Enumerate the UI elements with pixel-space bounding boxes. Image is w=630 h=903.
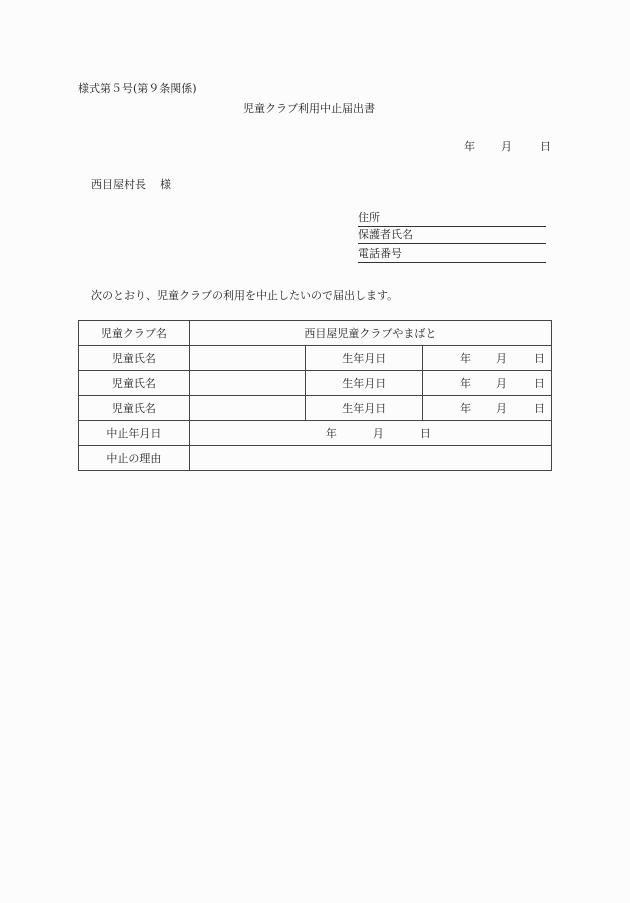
child-name-label: 児童氏名 bbox=[79, 346, 190, 371]
table-row-child bbox=[79, 396, 552, 421]
month-label: 月 bbox=[372, 427, 384, 440]
day-label: 日 bbox=[534, 402, 545, 415]
table-row-stop-date bbox=[79, 421, 552, 446]
guardian-name-field[interactable] bbox=[358, 228, 546, 244]
birthdate-label: 生年月日 bbox=[306, 371, 423, 396]
year-label: 年 bbox=[460, 352, 471, 365]
date-day-label: 日 bbox=[540, 140, 551, 153]
table-row-child bbox=[79, 346, 552, 371]
table-row-reason bbox=[79, 446, 552, 471]
address-field[interactable] bbox=[358, 211, 546, 227]
reason-input[interactable] bbox=[189, 446, 551, 471]
guardian-name-label: 保護者氏名 bbox=[358, 228, 413, 241]
statement-text: 次のとおり、児童クラブの利用を中止したいので届出します。 bbox=[91, 289, 399, 302]
stop-date-input[interactable] bbox=[189, 421, 551, 446]
child-name-label: 児童氏名 bbox=[79, 371, 190, 396]
child-name-input[interactable] bbox=[189, 371, 306, 396]
address-label: 住所 bbox=[358, 211, 380, 224]
date-month-label: 月 bbox=[501, 140, 512, 153]
birthdate-label: 生年月日 bbox=[306, 396, 423, 421]
application-table bbox=[78, 320, 552, 471]
reason-label: 中止の理由 bbox=[79, 446, 190, 471]
year-label: 年 bbox=[325, 427, 337, 440]
birthdate-label: 生年月日 bbox=[306, 346, 423, 371]
year-label: 年 bbox=[460, 402, 471, 415]
document-title: 児童クラブ利用中止届出書 bbox=[243, 102, 375, 115]
month-label: 月 bbox=[496, 402, 507, 415]
birthdate-input[interactable] bbox=[423, 346, 552, 371]
stop-date-label: 中止年月日 bbox=[79, 421, 190, 446]
birthdate-input[interactable] bbox=[423, 396, 552, 421]
club-name-label: 児童クラブ名 bbox=[79, 321, 190, 346]
child-name-input[interactable] bbox=[189, 346, 306, 371]
year-label: 年 bbox=[460, 377, 471, 390]
day-label: 日 bbox=[534, 352, 545, 365]
day-label: 日 bbox=[534, 377, 545, 390]
club-name-value[interactable]: 西目屋児童クラブやまばと bbox=[189, 321, 551, 346]
date-year-label: 年 bbox=[464, 140, 475, 153]
phone-field[interactable] bbox=[358, 247, 546, 263]
table-row-club bbox=[79, 321, 552, 346]
addressee-honorific: 様 bbox=[160, 178, 171, 191]
table-row-child bbox=[79, 371, 552, 396]
addressee bbox=[91, 176, 171, 192]
submission-date[interactable] bbox=[464, 138, 551, 154]
birthdate-input[interactable] bbox=[423, 371, 552, 396]
child-name-label: 児童氏名 bbox=[79, 396, 190, 421]
form-number: 様式第５号(第９条関係) bbox=[78, 82, 197, 95]
addressee-name: 西目屋村長 bbox=[91, 178, 146, 191]
month-label: 月 bbox=[496, 377, 507, 390]
day-label: 日 bbox=[419, 427, 431, 440]
month-label: 月 bbox=[496, 352, 507, 365]
child-name-input[interactable] bbox=[189, 396, 306, 421]
phone-label: 電話番号 bbox=[358, 247, 402, 260]
